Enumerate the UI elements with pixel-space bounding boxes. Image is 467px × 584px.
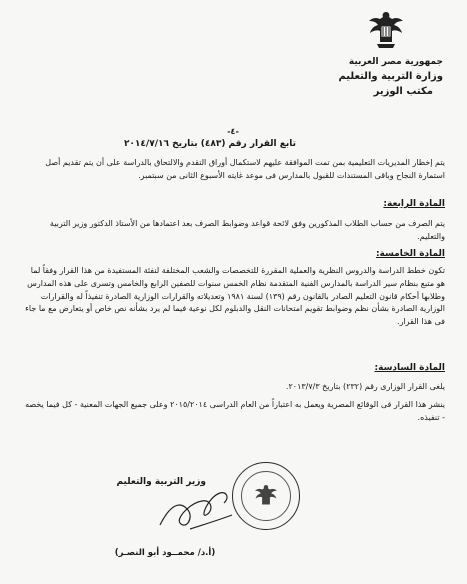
official-stamp [232,462,300,530]
article-6-paragraph-1: يلغى القرار الوزارى رقم (٢٣٢) بتاريخ ٢٠١٣/٧/٣. [285,382,445,391]
decree-title: تابع القرار رقم (٤٨٣) بتاريخ ٢٠١٤/٧/١٦ [123,139,297,149]
minister-office: مكتب الوزير [373,86,433,97]
ministry-name: وزارة التربية والتعليم [338,71,443,82]
egypt-eagle-emblem-icon [366,8,406,50]
article-6-paragraph-2: ينشر هذا القرار فى الوقائع المصرية ويعمل به اعتباراً من العام الدراسى ٢٠١٥/٢٠١٤ وعلى جميع الجهات المعنية - كل فيما يخصه - تنفيذه. [25,400,445,422]
stamp-eagle-icon [253,482,279,510]
intro-paragraph: يتم إخطار المديريات التعليمية بمن تمت الموافقة عليهم لاستكمال أوراق التقدم والالتحاق بالدراسة على أن يتم تقديم أصل استمارة النجاح وباقى المستندات للقبول بالمدارس فى موعد غايته الأسبوع الثانى من سبتمبر. [45,158,445,180]
article-5-paragraph: تكون خطط الدراسة والدروس النظرية والعملية المقررة للتخصصات والشعب المختلفة لنفئة المستفيدة من هذا القرار وفقاً لما هو متبع بنظام سير الدراسة بالمدارس الفنية المتقدمة نظام الخمس سنوات للصفين الرابع والخامس وتسرى على هذه المدارس وطلابها أحكام قانون التعليم الصادر بالقانون رقم (١٣٩) لسنة ١٩٨١ وتعديلاته والقرارات الوزارية الصادرة تنفيذاً له والقرارات الوزارية الصادرة بشأن نظم وضوابط تقويم امتحانات النقل والدبلوم لكل نوعية فيما لم يرد بشأنه نص خاص أو يتعارض مع ما جاء فى هذا القرار. [25,266,445,327]
article-6-heading: المادة السادسة: [374,363,445,373]
country-name: جمهورية مصر العربية [348,57,443,67]
minister-name: (أ.د/ محمــود أبو النصـر) [114,548,216,558]
page-number: -٤- [227,127,239,136]
handwritten-signature [150,485,240,540]
article-4-heading: المادة الرابعة: [383,199,445,209]
article-4-paragraph: يتم الصرف من حساب الطلاب المذكورين وفق لائحة قواعد وضوابط الصرف بعد اعتمادها من الأستاذ الدكتور وزير التربية والتعليم. [49,219,445,241]
signature-title: وزير التربية والتعليم [116,477,206,487]
article-5-heading: المادة الخامسة: [375,249,445,259]
